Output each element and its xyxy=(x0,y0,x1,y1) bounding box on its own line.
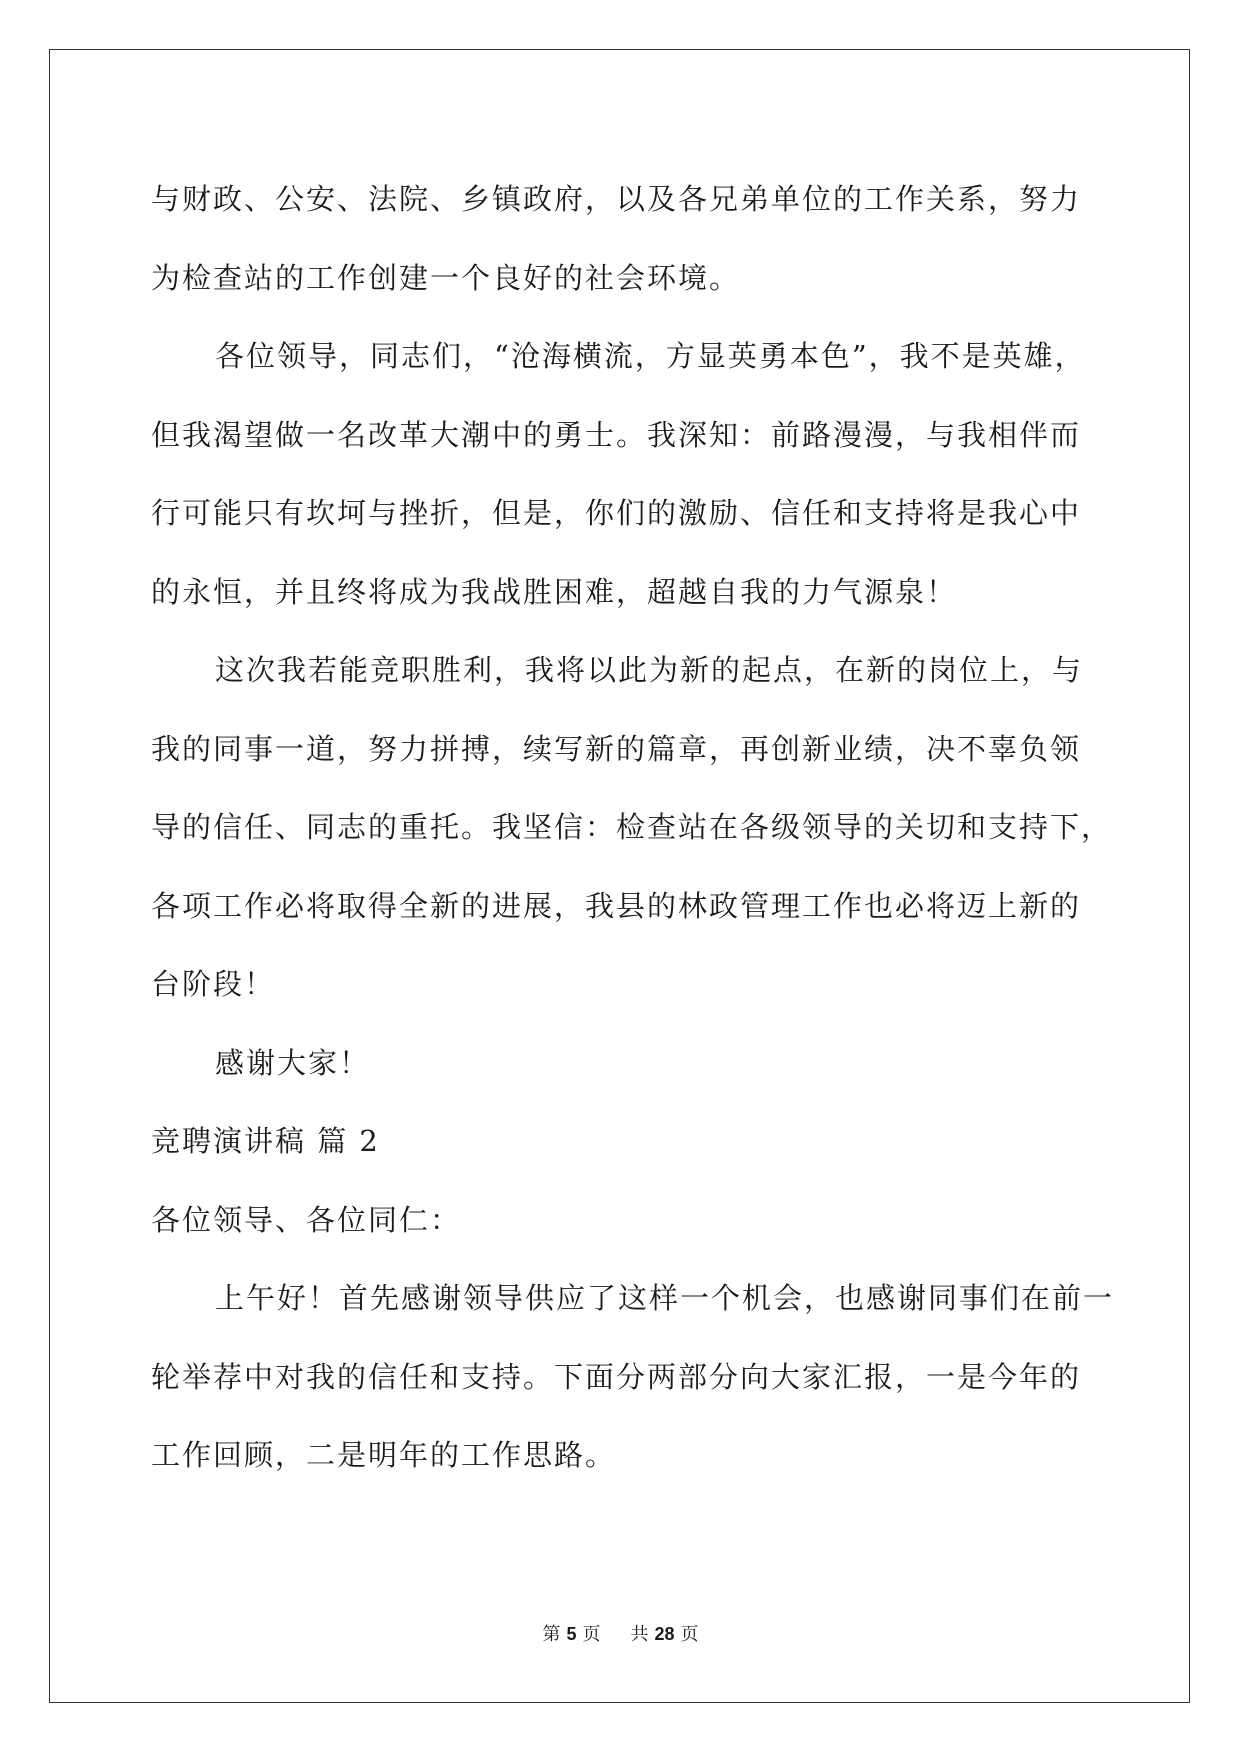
page-footer xyxy=(0,1620,1241,1646)
text-line: 行可能只有坎坷与挫折，但是，你们的激励、信任和支持将是我心中 xyxy=(151,496,1082,530)
total-prefix: 共 xyxy=(630,1624,649,1645)
paragraph-start: 这次我若能竞职胜利，我将以此为新的起点，在新的岗位上，与 xyxy=(215,653,1084,687)
page-prefix: 第 xyxy=(542,1624,561,1645)
text-line: 但我渴望做一名改革大潮中的勇士。我深知：前路漫漫，与我相伴而 xyxy=(151,417,1082,452)
text-line: 工作回顾，二是明年的工作思路。 xyxy=(151,1438,617,1472)
page-suffix: 页 xyxy=(582,1624,601,1645)
text-line: 我的同事一道，努力拼搏，续写新的篇章，再创新业绩，决不辜负领 xyxy=(151,731,1082,766)
salutation: 各位领导、各位同仁： xyxy=(151,1202,462,1237)
text-line: 轮举荐中对我的信任和支持。下面分两部分向大家汇报，一是今年的 xyxy=(151,1359,1082,1394)
text-line: 与财政、公安、法院、乡镇政府，以及各兄弟单位的工作关系，努力 xyxy=(151,182,1082,216)
text-line: 导的信任、同志的重托。我坚信：检查站在各级领导的关切和支持下， xyxy=(151,810,1113,844)
total-pages: 28 xyxy=(654,1624,675,1644)
paragraph-start: 感谢大家！ xyxy=(215,1045,371,1080)
paragraph-start: 各位领导，同志们，“沧海横流，方显英勇本色”，我不是英雄， xyxy=(215,339,1086,373)
page-number: 5 xyxy=(566,1624,577,1644)
text-line: 为检查站的工作创建一个良好的社会环境。 xyxy=(151,260,741,295)
paragraph-start: 上午好！首先感谢领导供应了这样一个机会，也感谢同事们在前一 xyxy=(215,1281,1115,1315)
text-line: 台阶段！ xyxy=(151,967,276,1001)
document-body xyxy=(151,160,1115,1495)
total-suffix: 页 xyxy=(680,1624,699,1645)
text-line: 的永恒，并且终将成为我战胜困难，超越自我的力气源泉！ xyxy=(151,574,958,609)
text-line: 各项工作必将取得全新的进展，我县的林政管理工作也必将迈上新的 xyxy=(151,888,1082,923)
section-heading: 竞聘演讲稿 篇 2 xyxy=(151,1124,380,1158)
